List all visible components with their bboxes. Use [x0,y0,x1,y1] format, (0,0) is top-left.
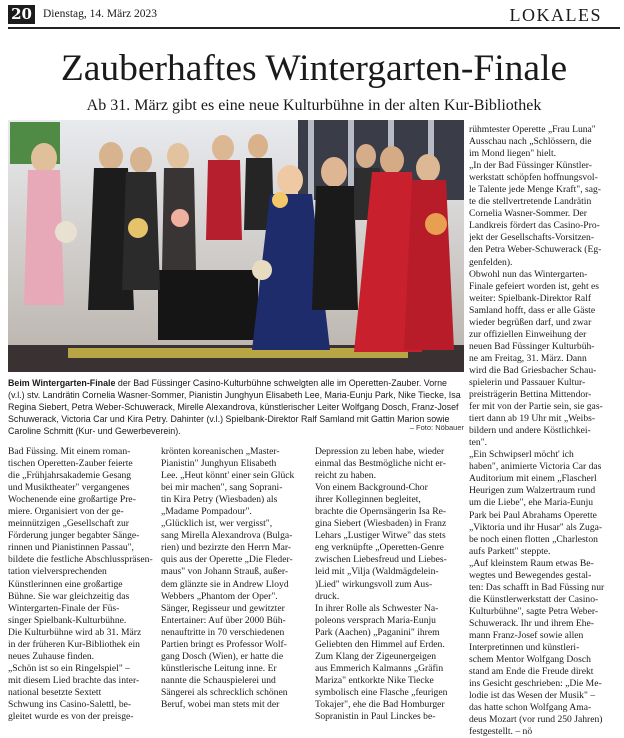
text-line: sang Mirella Alexandrova (Bulga- [161,530,293,542]
text-line: Obwohl nun das Wintergarten- [469,268,588,280]
text-line: Die Kulturbühne wird ab 31. März [8,626,142,638]
text-line: Auditorium mit einem „Flascherl [469,473,597,485]
text-line: Förderung junger begabter Sänge- [8,530,140,542]
text-line: ten: Das schafft in Bad Füssing nur [469,581,605,593]
text-line: Schuwerack. Ihr und ihrem Ehe- [469,617,594,629]
text-line: wegtes und Bewegendes gestal- [469,569,592,581]
text-line: schem Mentor Wolfgang Dosch [469,654,591,666]
text-line: ten". [469,437,488,449]
text-line: miere. Organisiert von der ge- [8,506,124,518]
text-line: druck. [315,590,340,602]
page-number: 20 [8,5,35,24]
text-line: Sänger, Regisseur und gewitzter [161,602,285,614]
text-line: einmal das Bestmögliche nicht er- [315,458,446,470]
text-line: Mariza" entkorkte Nike Tiecke [315,674,434,686]
text-line: te die stellvertretende Landrätin [469,196,592,208]
text-line: „Ein Schwipserl möcht' ich [469,449,574,461]
article-column-1 [8,446,155,723]
text-line: dem glänzte sie in Andrew Lloyd [161,578,289,590]
text-line: den Petra Weber-Schuwerack (Eg- [469,244,602,256]
text-line: und Musiktheater" vergangenes [8,482,130,494]
text-line: tischen Operetten-Zauber feierte [8,458,133,470]
text-line: rien) und bezirzte den Herrn Mar- [161,542,292,554]
text-line: Bühne. Sie war gleichzeitig das [8,590,130,602]
text-line: maus" von Johann Strauß, außer- [161,566,289,578]
text-line: Tokajer", ehe die Bad Homburger [315,698,445,710]
text-line: tation vielversprechenden [8,566,107,578]
text-line: stand am Ende die Freude direkt [469,666,594,678]
text-line: poleons versprach Maria-Eunju [315,614,436,626]
text-line: Webbers „Phantom der Oper". [161,590,278,602]
text-line: Interpretinnen und künstleri- [469,642,580,654]
text-line: „In der Bad Füssinger Künstler- [469,160,592,172]
text-line: Sopranistin in Paul Linckes be- [315,711,436,723]
text-line: Finale gefeiert worden ist, geht es [469,280,600,292]
photo-credit: – Foto: Nöbauer [409,423,464,432]
article-headline: Zauberhaftes Wintergarten-Finale [60,48,568,89]
text-line: künstlerische Leitung inne. Er [161,662,277,674]
text-line: „Madame Pompadour". [161,506,252,518]
photo-illustration [8,120,464,372]
text-line: Heurigen zum Walzertraum rund [469,485,596,497]
text-line: in der früheren Kur-Bibliothek ein [8,638,140,650]
text-line: Bad Füssing. Mit einem roman- [8,446,131,457]
text-line: werkstatt schöpfen hoffnungsvol- [469,172,598,184]
text-line: wieder begrüßen darf, und zwar [469,316,592,328]
text-line: die Künstlerwerkstatt der Casino- [469,593,599,605]
header-rule [8,27,620,29]
text-line: Lee. „Heut könnt' einer sein Glück [161,470,295,482]
article-column-4 [469,124,617,738]
text-line: le Talente jede Menge Kraft", sag- [469,184,601,196]
text-line: aufs Parkett" steppte. [469,545,551,557]
text-line: genfelden). [469,256,513,268]
text-line: rinnen und Pianistinnen Passau", [8,542,134,554]
text-line: eng verknüpfte „Operetten-Genre [315,542,444,554]
text-line: um die Liebe", ehe Maria-Eunju [469,497,594,509]
text-line: singer Spielbank-Kulturbühne. [8,614,127,626]
text-line: bei mir machen", sang Soprani- [161,482,283,494]
text-line: Partien bringt es Professor Wolf- [161,638,287,650]
text-line: zwischen Liebesfreud und Liebes- [315,554,447,566]
text-line: Kulturbühne", sagte Petra Weber- [469,605,599,617]
text-line: Pianistin" Junghyun Elisabeth [161,458,277,470]
text-line: Lehars „Lustiger Witwe" das stets [315,530,446,542]
text-line: deus Mozart (vor rund 250 Jahren) [469,714,603,726]
text-line: Sängerei als schrecklich schönen [161,686,288,698]
text-line: fer mit von der Partie sein, sie gas- [469,401,603,413]
text-line: gleitet wurde es von der preisge- [8,711,134,723]
text-line: quis aus der Operette „Die Fleder- [161,554,293,566]
text-line: „Glücklich ist, wer vergisst", [161,518,273,530]
text-line: Geliebten den Himmel auf Erden. [315,638,445,650]
text-line: In ihrer Rolle als Schwester Na- [315,602,439,614]
text-line: die „Frühjahrsakademie Gesang [8,470,132,482]
article-photo [8,120,464,372]
text-line: das hatte schon Wolfgang Ama- [469,702,592,714]
text-line: mann Franz-Josef sowie allen [469,629,584,641]
text-line: Depression zu leben habe, wieder [315,446,445,457]
article-column-3 [315,446,462,723]
article-subheadline: Ab 31. März gibt es eine neue Kulturbühne in der alten Kur-Bibliothek [86,97,542,114]
text-line: krönten koreanischen „Master- [161,446,280,457]
text-line: neues Zuhause finden. [8,650,95,662]
text-line: be noch einen flotten „Charleston [469,533,598,545]
issue-date: Dienstag, 14. März 2023 [43,8,158,20]
text-line: nannte die Schauspielerei und [161,674,276,686]
text-line: aus Emmerich Kalmanns „Gräfin [315,662,444,674]
text-line: jekt der Gesellschafts-Vorsitzen- [469,232,595,244]
text-line: ne am Freitag, 31. März. Dann [469,352,587,364]
text-line: im Mond liegen" hielt. [469,148,557,160]
text-line: tin Kira Petry (Wiesbaden) als [161,494,278,506]
text-line: „Viktoria und ihr Husar" als Zuga- [469,521,603,533]
text-line: gang Dosch (Wien), er hatte die [161,650,284,662]
text-line: „Auf kleinstem Raum etwas Be- [469,557,594,569]
text-line: symbolisch eine Flasche „feurigen [315,686,448,698]
text-line: Beruf, wobei man stets mit der [161,698,280,710]
text-line: gina Siebert (Wiesbaden) in Franz [315,518,447,530]
text-line: ihrer Kolleginnen begleitet, [315,494,421,506]
text-line: Ausschau nach „Schlössern, die [469,136,592,148]
text-line: lodie ist das Wesen der Musik" – [469,690,596,702]
text-line: Samland hofft, dass er alle Gäste [469,304,596,316]
text-line: mit diesem Lied brachte das inter- [8,674,140,686]
text-line: reicht zu haben. [315,470,376,482]
text-line: wird die Bad Griesbacher Schau- [469,364,597,376]
text-line: Wochenende eine großartige Pre- [8,494,136,506]
caption-lead: Beim Wintergarten-Finale [8,378,116,388]
text-line: national besetzte Sextett [8,686,102,698]
text-line: bildete die festliche Abschlusspräsen- [8,554,153,566]
text-line: Landkreis fördert das Casino-Pro- [469,220,600,232]
text-line: Schwung ins Casino-Salettl, be- [8,698,132,710]
text-line: festgestellt. – nö [469,726,533,738]
caption-text: der Bad Füssinger Casino-Kulturbühne schwelgten alle im Operetten-Zauber. Vorne (v.l.) stv. Landrätin Cornelia Wasner-Sommer, Pianistin Junghyun Elisabeth Lee, Maria-Eunju Park, Nike Tiecke, Isa Regina Siebert, Petra Weber-Schuwerack, Mirelle Alexandrova, künstlerischer Leiter Wolfgang Dosch, Franz-Josef Schuwerack, Victoria Car und Kira Petry. Dahinter (v.l.) Spielbank-Direktor Ralf Samland mit Gattin Marion sowie Caroline Schmitt (Kur- und Gewerbeverein). [8,378,461,437]
article-column-2 [161,446,309,711]
text-line: Park bei Paul Abrahams Operette [469,509,597,521]
text-line: haben", animierte Victoria Car das [469,461,602,473]
text-line: bildern und andere Köstlichkei- [469,425,591,437]
text-line: ins Gesicht geschrieben: „Die Me- [469,678,602,690]
text-line: zur offiziellen Einweihung der [469,328,587,340]
text-line: „Schön ist so ein Ringelspiel" – [8,662,130,674]
text-line: Cornelia Wasner-Sommer. Der [469,208,587,220]
text-line: tiert dann ab 19 Uhr mit „Weibs- [469,413,596,425]
text-line: Zum Klang der Zigeunergeigen [315,650,437,662]
text-line: leid mit „Vilja (Waldmägdelein- [315,566,439,578]
text-line: Von einem Background-Chor [315,482,428,494]
text-line: preisträgerin Bettina Mittendor- [469,389,592,401]
text-line: Künstlerinnen eine großartige [8,578,123,590]
text-line: neuen Bad Füssinger Kulturbüh- [469,340,595,352]
text-line: weiter: Spielbank-Direktor Ralf [469,292,592,304]
text-line: brachte die Opernsängerin Isa Re- [315,506,447,518]
text-line: Entertainer: Auf über 2000 Büh- [161,614,286,626]
text-line: meinnützigen „Gesellschaft zur [8,518,129,530]
text-line: Park (Aachen) „Paganini" ihrem [315,626,440,638]
text-line: nenauftritte in 70 verschiedenen [161,626,285,638]
text-line: Wintergarten-Finale der Füs- [8,602,120,614]
text-line: )Lied" wirkungsvoll zum Aus- [315,578,433,590]
section-title: LOKALES [509,5,602,25]
text-line: spielerin und Passauer Kultur- [469,376,586,388]
text-line: rühmtester Operette „Frau Luna" [469,124,596,135]
